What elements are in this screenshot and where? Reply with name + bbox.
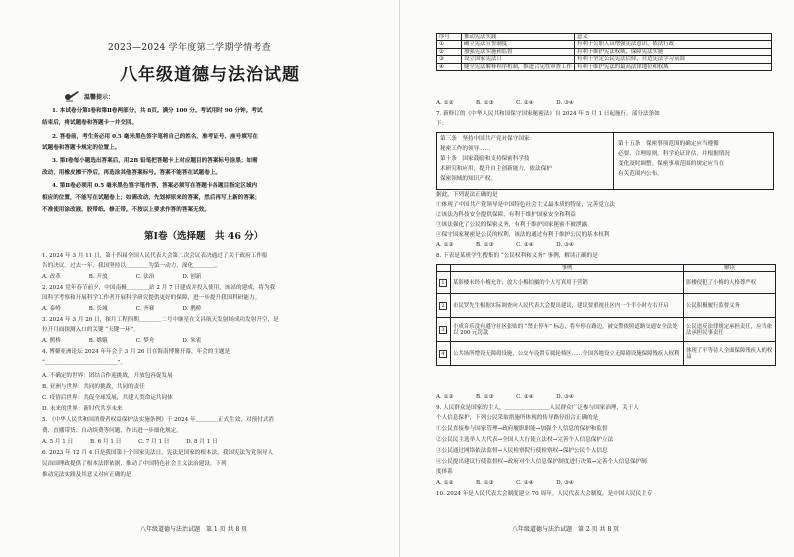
question-line: 8. 下表是某班学生搜集的 “公民权利和义务” 事例，解读正确的是 <box>436 253 598 259</box>
table-header: 推动宪法实践 <box>462 34 575 41</box>
question-line: 国科学考察和开展科学工作者开展科学研究提供更好的保障，进一步提升我国科研能力。 <box>42 295 261 301</box>
table-cell: ④ <box>437 63 462 70</box>
table-cell: 有利于维护宪法权威，保障宪法实施 <box>575 48 772 55</box>
table-header: 解读 <box>684 265 776 272</box>
table-cell: 有利于维护宪法的最高法律地位和权威 <box>575 63 772 70</box>
statement-line: ③该法强化了公民的保密义务，有利于维护国家秘密不被泄露 <box>436 222 588 228</box>
table-cell: 健全宪法解释程序机制，推进合宪性审查工作 <box>462 63 575 70</box>
option-line: A. ①② B. ①③ C. ②④ D. ③④ <box>436 480 574 486</box>
table-cell: 有利于坚定公民宪法信仰，营造宪法学习氛围 <box>575 56 772 63</box>
table-cell: ② <box>437 48 462 55</box>
main-title: 八年级道德与法治试题 <box>120 65 300 85</box>
question-line: 个人信息保护，下列公民采取措施所体现的传导路径组合正确的是 <box>436 415 599 421</box>
law-line: 有关范围内公布。 <box>618 171 663 177</box>
tip-line: 4. 第Ⅱ卷必须用 0.5 毫米黑色签字笔作答，答案必须写在答题卡各题目指定区域内 <box>52 183 258 189</box>
table-cell: 公民违反法律规定承担责任，应当依法承担民事责任 <box>684 318 776 342</box>
option-line: A. 5 月 1 日 B. 6 月 1 日 C. 7 月 1 日 D. 8 月 1 日 <box>42 439 218 445</box>
option-line: A. ①② B. ①③ C. ②④ D. ③④ <box>436 394 574 400</box>
table-cell: 影楼侵犯了小梅的人格尊严权 <box>684 272 776 294</box>
option-line: D. 未来的世界：新时代共享未来 <box>42 406 123 412</box>
page-footer: 八年级道德与法治试题 第 2 页 共 8 页 <box>512 526 620 533</box>
question-line: 费、直播带货、自动续费等问题，作出进一步细化规定。 <box>42 428 182 434</box>
tips-heading: 温馨提示： <box>84 94 115 101</box>
question-line: 6. 2023 年 12 月 4 日是我国第十个国家宪法日。宪法是国家的根本法，我国宪法为党领导人 <box>42 450 274 456</box>
table-cell: 体现了平等待人全面保障残疾人的权益 <box>684 342 776 366</box>
option-line: C. 疫情后世界：共促全球发展，共建人类命运共同体 <box>42 395 173 401</box>
law-line: 第十五条 保密事项范围的确定应当遵循 <box>618 141 719 147</box>
q6-table <box>436 33 772 71</box>
tip-line: 改动，用橡皮擦干净后，再选涂其他答案标号。答案不能答在试题卷上。 <box>42 170 222 176</box>
section-title: 第Ⅰ卷（选择题 共 46 分） <box>144 231 264 242</box>
statement-line: ①公民直接参与国家管理→政府履职职能→加强个人信息的保护和监督 <box>436 426 608 432</box>
law-excerpt-box <box>436 132 774 190</box>
question-line: 10. 2024 年是人民代表大会制度建立 70 周年。人民代表大会制度，是中国人民民主专 <box>436 491 653 497</box>
tip-line: 不准使用涂改液、胶带纸、修正带。不按以上要求作答的答案无效。 <box>42 207 210 213</box>
question-line: 下： <box>436 121 448 127</box>
circled-number: 1 <box>439 279 447 287</box>
table-corner <box>437 265 451 272</box>
question-line: 告的决议。过去一年，我国坚持以＿＿＿＿为第一动力，深化＿＿＿＿。 <box>42 263 222 269</box>
table-cell: 某影楼未经小梅允许，放大小梅拍摄的个人写真用于营销 <box>451 272 684 294</box>
law-line: 保密领域的知识产权。 <box>440 176 496 182</box>
tip-line: 1. 本试卷分第Ⅰ卷和第Ⅱ卷两部分，共 8页。满分 100 分。考试用时 90 分钟。考试 <box>52 108 263 114</box>
table-cell: 设立国家宪法日 <box>462 56 575 63</box>
law-line: 秘密工作的领导…… <box>440 146 491 152</box>
statement-line: ④保守国家秘密是公民的权利，该法的通过有利于维护公民的基本权利 <box>436 232 610 238</box>
question-line: 3. 2024 年 3 月 20 日，探月工程四期＿＿＿＿二号中继星在文昌航天发射场成功发射升空，是 <box>42 317 279 323</box>
row-number <box>437 318 451 342</box>
tip-line: 结束后，将试题卷和答题卡一并交回。 <box>42 120 138 126</box>
table-cell: ① <box>437 41 462 48</box>
option-line: B. 亚洲与世界：共同的挑战，共同的责任 <box>42 384 145 390</box>
right-page <box>400 0 794 557</box>
tip-line: 2. 答卷前，考生务必用 0.5 毫米黑色签字笔将自己的姓名、准考证号、座号填写在 <box>52 134 259 140</box>
circled-number: 3 <box>439 326 447 334</box>
row-number <box>437 294 451 318</box>
statement-line: ④公民提出建议行使监督权→政府对个人信息保护制度进行决策→完善个人信息保护制 <box>436 459 647 465</box>
statement-line: ②公民民主选举人大代表→全国人大行使立法权→完善个人信息保护立法 <box>436 437 614 443</box>
exam-title: 2023—2024 学年度第二学期学情考查 <box>108 43 271 53</box>
question-line: 4. 博鳌亚洲论坛 2024 年年会于 3 月 26 日在海南博鳌开幕，年会的主题是 <box>42 349 231 355</box>
law-line: 必要、合理原则，科学论证评估，并根据情况 <box>618 151 730 157</box>
law-line: 术研究和应用，提升自主创新能力，依法保护 <box>440 166 552 172</box>
table-cell: ③ <box>437 56 462 63</box>
statement-line: ②该法为科技安全提供保障，有利于维护国家安全和利益 <box>436 212 576 218</box>
question-line: 2. 2024 党年春节前夕，中国南极＿＿＿＿站 2 月 7 日建成并投入使用，该站的建成，将为我 <box>42 285 276 291</box>
table-header: 意义 <box>575 34 772 41</box>
q8-table <box>436 264 776 366</box>
question-line: 7. 新修订的《中华人民共和国保守国家秘密法》自 2024 年 5 月 1 日起施行。部分法条如 <box>436 111 660 117</box>
tip-line: 试题卷和答题卡规定的位置上。 <box>42 145 121 151</box>
row-number <box>437 342 451 366</box>
table-cell: 加强宪法实施和监督 <box>462 48 575 55</box>
statement-line: ①体现了中国共产党领导是中国特色社会主义最本质的特征，完善党立法 <box>436 202 616 208</box>
question-line: 推动宪法实践及其意义对应正确的是 <box>42 472 132 478</box>
option-line: A. 泰岭 B. 长城 C. 齐赛 D. 鹊桥 <box>42 306 202 312</box>
question-line: 9. 人民群众是国家的主人，＿＿＿＿＿＿＿＿人民群众广泛参与国家治理，关于人 <box>436 405 639 411</box>
option-line: A. ①② B. ①③ C. ②④ D. ③④ <box>436 242 574 248</box>
table-header: 事例 <box>451 265 684 272</box>
tip-line: 相应的位置，不能写在试题卷上；如需改动，先划掉原来的答案，然后再写上新的答案； <box>42 195 261 201</box>
question-line: 拉开月面探测入口的关键 “天键一环”。 <box>42 327 139 333</box>
table-cell: 市民罗先生根据实际调查向人民代表大会提出建议，建议要重视社区内一个半小时左右开启 <box>451 294 684 318</box>
option-line: A. 鹊桥 B. 嫦娥 C. 梦舟 D. 朱雀 <box>42 338 202 344</box>
question-line: 据此，下列说法正确的是 <box>436 192 498 198</box>
option-line: A. ①② B. ①③ C. ②④ D. ③④ <box>436 100 574 106</box>
page-footer: 八年级道德与法治试题 第 1 页 共 8 页 <box>140 526 248 533</box>
table-cell: 有利于公职人员增强宪法意识，依法行政 <box>575 41 772 48</box>
table-cell: 公民积极履行监督义务 <box>684 294 776 318</box>
law-line: 第十条 国家鼓励和支持保密科学技 <box>440 156 530 162</box>
table-cell: 确立宪法宣誓制度 <box>462 41 575 48</box>
table-cell: 小成音乐没有遵守社区张贴的 “禁止停车” 标志，将车停在路边，被交警依照道路交通安全法处以 200 元罚款 <box>451 318 684 342</box>
question-line: “＿＿＿＿＿＿＿＿＿＿＿＿＿”。 <box>42 360 127 366</box>
option-line: A. 不确定的世界：团结合作迎挑战，开放包容促发展 <box>42 373 173 379</box>
question-line: 民治国理政提供了根本法律依据，推动了中国特色社会主义法治建设。下列 <box>42 461 227 467</box>
law-line: 第三条 坚持中国共产党对保守国家 <box>440 136 530 142</box>
question-line: 5. 《中华人民共和国消费者权益保护法实施条例》于 2024 年＿＿＿＿正式生效，对预付式消 <box>42 417 274 423</box>
question-line: 1. 2024 年 3 月 11 日，第十四届全国人民代表大会第二次会议表决通过了关于政府工作报 <box>42 253 268 259</box>
table-cell: 公共场所增设无障碍设施，公交车设置专属轮椅区……全国各地设立无障碍设施保障残疾人权利 <box>451 342 684 366</box>
row-number <box>437 272 451 294</box>
circled-number: 4 <box>439 350 447 358</box>
pen-icon <box>64 90 80 102</box>
statement-line: ③公民通过网络依法监督→人民检察院行使检察权→保护公民个人信息 <box>436 448 608 454</box>
law-line: 变化及时调整。保密事项范围的规定应当在 <box>618 161 725 167</box>
box-divider <box>613 133 614 189</box>
statement-line: 度体系 <box>436 469 453 475</box>
table-header: 序号 <box>437 34 462 41</box>
tip-line: 3. 第Ⅰ卷每小题选出答案后，用2B 铅笔把答题卡上对应题目的答案标号涂黑；如需 <box>52 158 258 164</box>
option-line: A. 改革 B. 开放 C. 法治 D. 创新 <box>42 274 202 280</box>
circled-number: 2 <box>439 302 447 310</box>
